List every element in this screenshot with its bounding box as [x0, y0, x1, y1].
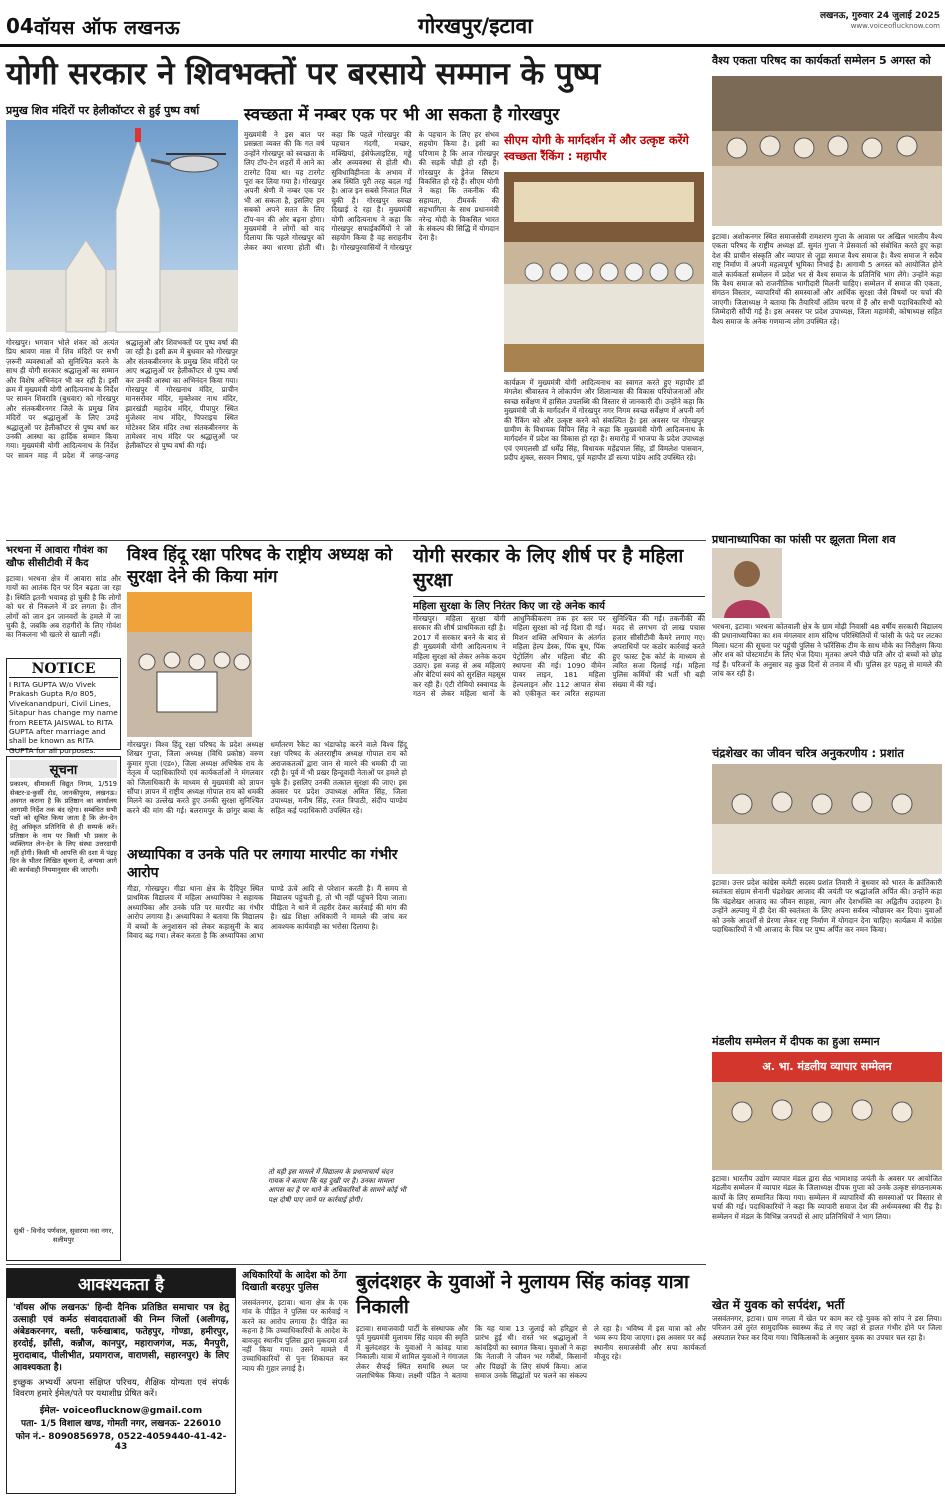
vaishya-body: इटावा। अशोकनगर स्थित समाजसेवी रामशरण गुप्ता के आवास पर अखिल भारतीय वैश्य एकता परिषद के राष्ट्रीय अध्यक्ष डॉ. सुमंत गुप्ता ने प्रेसवार्ता को संबोधित करते हुए कहा देश की प्राचीन संस्कृति और व्यापार से जुड़ा समाज वैश्य समाज है। वैश्य समाज ने सदैव राष्ट्र निर्माण में अपनी महत्वपूर्ण भूमिका निभाई है। आगामी 5 अगस्त को आयोजित होने वाले कार्यकर्ता सम्मेलन में प्रदेश भर से वैश्य समाज के प्रतिनिधि भाग लेंगे। उन्होंने कहा कि वैश्य समाज को राजनीतिक भागीदारी मिलनी चाहिए। सम्मेलन में समाज की एकता, संगठन विस्तार, व्यापारियों की समस्याओं और आर्थिक सुरक्षा जैसे विषयों पर चर्चा की जाएगी। जिलाध्यक्ष ने बताया कि तैयारियाँ अंतिम चरण में हैं और सभी पदाधिकारियों को जिम्मेदारी सौंपी गई है। इस अवसर पर प्रदेश उपाध्यक्ष, जिला महामंत्री, कोषाध्यक्ष सहित वैश्य समाज के अनेक गणमान्य लोग उपस्थित रहे।	[712, 232, 942, 326]
assault-note: तो यही इस मामले में विद्यालय के प्रधानाचार्य चंदन गायक ने बताया कि यह दुखी पर है। उनका मामला आपस का है पर थाने के अधिकारियों के सामने कोई भी पक्ष दोषी पाए जाने पर कार्रवाई होगी।	[268, 1168, 406, 1204]
website: www.voiceoflucknow.com	[850, 22, 940, 30]
story2-photo-caption: कार्यक्रम में मुख्यमंत्री योगी आदित्यनाथ का स्वागत करते हुए महापौर डॉ मंगलेश श्रीवास्तव ने लोकार्पण और शिलान्यास की विकास परियोजनाओं और स्वच्छ सर्वेक्षण में हासिल उपलब्धि की विस्तार से जानकारी दी। उन्होंने कहा कि मुख्यमंत्री जी के मार्गदर्शन में गोरखपुर नगर निगम स्वच्छ सर्वेक्षण में अपनी वर्ग की रैंकिंग को और उत्कृष्ट करने को संकल्पित है। इस अवसर पर गोरखपुर ग्रामीण के विधायक विपिन सिंह ने कहा कि मुख्यमंत्री योगी आदित्यनाथ के मार्गदर्शन में प्रदेश का विकास हो रहा है। समारोह में भाजपा के प्रदेश उपाध्यक्ष एवं एमएलसी डॉ धर्मेंद्र सिंह, विधायक महेंद्रपाल सिंह, डॉ विमलेश पासवान, प्रदीप शुक्ल, सरवन निषाद, पूर्व महापौर डॉ सत्या पांडेय आदि उपस्थित रहे।	[504, 378, 704, 463]
vaishya-headline: वैश्य एकता परिषद का कार्यकर्ता सम्मेलन 5 अगस्त को	[712, 54, 931, 67]
jobs-phone: फोन नं.- 8090856978, 0522-4059440-41-42-43	[15, 1432, 227, 1452]
jobs-title: आवश्यकता है	[7, 1269, 235, 1298]
lead-subhead: प्रमुख शिव मंदिरों पर हेलीकॉप्टर से हुई पुष्प वर्षा	[6, 104, 200, 117]
women-body: गोरखपुर। महिला सुरक्षा योगी सरकार की शीर्ष प्राथमिकता रही है। 2017 में सरकार बनने के बाद से ही मुख्यमंत्री योगी आदित्यनाथ ने महिला सुरक्षा को लेकर अनेक कदम उठाए। इस वजह से अब महिलाएं और बेटियां स्वयं को सुरक्षित महसूस कर रही हैं। एंटी रोमियो स्क्वायड के गठन से लेकर महिला थानों के आधुनिकीकरण तक हर स्तर पर महिला सुरक्षा को नई दिशा दी गई। मिशन शक्ति अभियान के अंतर्गत महिला हेल्प डेस्क, पिंक बूथ, पिंक पेट्रोलिंग और महिला बीट की स्थापना की गई। 1090 वीमेन पावर लाइन, 181 महिला हेल्पलाइन और 112 आपात सेवा को एकीकृत कर त्वरित सहायता सुनिश्चित की गई। तकनीकी की मदद से लगभग दो लाख पचास हजार सीसीटीवी कैमरे लगाए गए। अपराधियों पर कठोर कार्रवाई करते हुए फास्ट ट्रैक कोर्ट के माध्यम से त्वरित सजा दिलाई गई। महिला पुलिस कर्मियों की भर्ती भी बड़ी संख्या में की गई।	[413, 614, 705, 699]
lead-body: गोरखपुर। भगवान भोले शंकर को अत्यंत प्रिय श्रावण मास में शिव मंदिरों पर सभी ज़रूरी व्यवस्थाओं को सुनिश्चित करने के साथ ही योगी सरकार श्रद्धालुओं का सम्मान और विशेष अभिनंदन भी कर रही है। इसी क्रम में मुख्यमंत्री योगी आदित्यनाथ के निर्देश पर सावन शिवरात्रि (बुधवार) को गोरखपुर और संतकबीरनगर जिले के प्रमुख शिव मंदिरों पर श्रद्धालुओं के लिए उमड़े श्रद्धालुओं पर हेलीकॉप्टर से पुष्प वर्षा कर उनकी आस्था का हार्दिक सम्मान किया गया। मुख्यमंत्री योगी आदित्यनाथ के निर्देश पर सावन माह में प्रदेश में जगह-जगह श्रद्धालुओं और शिवभक्तों पर पुष्प वर्षा की जा रही है। इसी क्रम में बुधवार को गोरखपुर और संतकबीरनगर के प्रमुख शिव मंदिरों पर आए श्रद्धालुओं पर हेलीकॉप्टर से पुष्प वर्षा कर उनकी आस्था का अभिनंदन किया गया। गोरखपुर में गोरखनाथ मंदिर, प्राचीन मानसरोवर मंदिर, मुक्तेश्वर नाथ मंदिर, झारखंडी महादेव मंदिर, पीपापुर स्थित मुंजेश्वर नाथ मंदिर, पिपराइच स्थित मोटेश्वर शिव मंदिर तथा संतकबीरनगर के तामेश्वर नाथ मंदिर पर श्रद्धालुओं पर हेलीकॉप्टर से पुष्प वर्षा की गई।	[6, 338, 238, 460]
bhay-headline: भरथना में आवारा गौवंश का खौफ सीसीटीवी में कैद	[6, 545, 108, 569]
jobs-body: 'वॉयस ऑफ लखनऊ' हिन्दी दैनिक प्रतिष्ठित समाचार पत्र हेतु उत्साही एवं कर्मठ संवाददाताओं की निम्न जिलों (अलीगढ़, अंबेडकरनगर, बस्ती, फर्रुखाबाद, फतेहपुर, गोण्डा, हमीरपुर, हरदोई, झाँसी, कन्नौज, कानपुर, महाराजगंज, मऊ, मैनपुरी, मुरादाबाद, पीलीभीत, प्रयागराज, वाराणसी, सहारनपुर) के लिए आवश्यकता है।	[13, 1303, 229, 1373]
death-body: जसवंतनगर, इटावा। ग्राम नगला में खेत पर काम कर रहे युवक को सांप ने डस लिया। परिजन उसे तुरंत सामुदायिक स्वास्थ्य केंद्र ले गए जहां से हालत गंभीर होने पर जिला अस्पताल रेफर कर दिया गया। चिकित्सकों के अनुसार युवक का उपचार चल रहा है।	[712, 1314, 942, 1342]
story2-body: मुख्यमंत्री ने इस बात पर प्रसन्नता व्यक्त की कि गत वर्ष उन्होंने गोरखपुर को स्वच्छता के लिए टॉप-टेन शहरों में आने का टारगेट दिया था। यह टारगेट पूरा कर लिया गया है। गोरखपुर अपनी श्रेणी में नम्बर एक पर भी आ सकता है, इसलिए हम सबको अपने सतत के लिए टॉप-वन की ओर बढ़ना होगा। मुख्यमंत्री ने लोगों को याद दिलाया कि पहले गोरखपुर को लेकर क्या धारणा होती थी। कहा कि पहले गोरखपुर की पहचान गंदगी, मच्छर, मक्खियां, इंसेफेलाइटिस, गड्ढे और अव्यवस्था से होती थी। सुविधाविहीनता के अभाव में अब स्थिति पूरी तरह बदल गई है। आज इन सबसे निजात मिल चुकी है। गोरखपुर स्वच्छ दिखाई दे रहा है। मुख्यमंत्री योगी आदित्यनाथ ने कहा कि गोरखपुर सफाईकर्मियों ने जो सहयोग किया है वह सराहनीय है। गोरखपुरवासियों ने गोरखपुर के पहचान के लिए हर संभव सहयोग किया है। इसी का परिणाम है कि आज गोरखपुर की सड़कें चौड़ी हो रही हैं। गोरखपुर के ड्रेनेज सिस्टम विकसित हो रहे हैं। सीएम योगी ने कहा कि तकनीक की सहायता, टीमवर्क की सहभागिता के साथ प्रधानमंत्री नरेन्द्र मोदी के विकसित भारत के संकल्प की सिद्धि में योगदान देना है।	[244, 130, 499, 252]
notice-title: NOTICE	[9, 661, 118, 678]
vhp-body: गोरखपुर। विश्व हिंदू रक्षा परिषद के प्रदेश अध्यक्ष शिखर गुप्ता, जिला अध्यक्ष (विधि प्रकोष्ठ) वरुण कुमार गुप्ता (एड०), जिला अध्यक्ष अभिषेक राय के नेतृत्व में पदाधिकारियों एवं कार्यकर्ताओं ने मंगलवार को जिलाधिकारी के माध्यम से मुख्यमंत्री को ज्ञापन सौंपा। ज्ञापन में राष्ट्रीय अध्यक्ष गोपाल राय को धमकी मिलने का उल्लेख करते हुए उनकी सुरक्षा सुनिश्चित करने की मांग की गई। बलरामपुर के छांगुर बाबा के धर्मांतरण रैकेट का भंडाफोड़ करने वाले विश्व हिंदू रक्षा परिषद के अंतरराष्ट्रीय अध्यक्ष गोपाल राय को अराजकतत्वों द्वारा जान से मारने की धमकी दी जा रही है। पूर्व में भी प्रखर हिन्दूवादी नेताओं पर हमले हो चुके हैं। इसलिए उनकी तत्काल सुरक्षा की जाए। इस अवसर पर प्रदेश उपाध्यक्ष अमित सिंह, जिला उपाध्यक्ष, मनीष सिंह, रजत त्रिपाठी, संदीप पाण्डेय सहित कई पदाधिकारी उपस्थित रहे।	[127, 740, 407, 815]
story2-headline: स्वच्छता में नम्बर एक पर भी आ सकता है गोरखपुर	[244, 105, 560, 125]
officer-body: जसवंतनगर, इटावा। थाना क्षेत्र के एक गांव के पीड़ित ने पुलिस पर कार्रवाई न करने का आरोप लगाया है। पीड़ित का कहना है कि उच्चाधिकारियों के आदेश के बावजूद स्थानीय पुलिस द्वारा मुकदमा दर्ज नहीं किया गया। उसने मामले में उच्चाधिकारियों से पुनः शिकायत कर न्याय की गुहार लगाई है।	[242, 1298, 348, 1373]
death-headline: खेत में युवक को सर्पदंश, भर्ती	[712, 1298, 845, 1312]
principal-headline: प्रधानाध्यापिका का फांसी पर झूलता मिला शव	[712, 533, 896, 546]
suchna-box	[6, 756, 121, 1261]
deepak-photo-banner: अ. भा. मंडलीय व्यापार सम्मेलन	[762, 1060, 892, 1073]
masthead	[0, 0, 945, 60]
lead-headline: योगी सरकार ने शिवभक्तों पर बरसाये सम्मान के पुष्प	[6, 56, 601, 92]
page-number: 04	[6, 14, 34, 38]
jobs-box	[6, 1268, 236, 1494]
chandra-headline: चंद्रशेखर का जीवन चरित्र अनुकरणीय : प्रशांत	[712, 746, 904, 760]
story2-subhead: सीएम योगी के मार्गदर्शन में और उत्कृष्ट करेंगे स्वच्छता रैंकिंग : महापौर	[504, 133, 689, 163]
vhp-photo	[127, 592, 252, 737]
notice-body: I RITA GUPTA W/o Vivek Prakash Gupta R/o 805, Vivekanandpuri, Civil Lines, Sitapur has change my name from REETA JAISWAL to RITA GUPTA after marriage and shall be known as RITA GUPTA for all purposes.	[9, 680, 118, 755]
kanwar-body: इटावा। समाजवादी पार्टी के संस्थापक और पूर्व मुख्यमंत्री मुलायम सिंह यादव की स्मृति में बुलंदशहर के युवाओं ने कांवड़ यात्रा निकाली। यात्रा में शामिल युवाओं ने गंगाजल लेकर सैफई स्थित समाधि स्थल पर जलाभिषेक किया। लक्ष्मी पंडित ने बताया कि यह यात्रा 13 जुलाई को हरिद्वार से प्रारंभ हुई थी। रास्ते भर श्रद्धालुओं ने कांवड़ियों का स्वागत किया। युवाओं ने कहा कि नेताजी ने जीवन भर गरीबों, किसानों और पिछड़ों के लिए संघर्ष किया। आज समाज उनके सिद्धांतों पर चलने का संकल्प ले रहा है। भविष्य में इस यात्रा को और भव्य रूप दिया जाएगा। इस अवसर पर कई स्थानीय समाजसेवी और सपा कार्यकर्ता मौजूद रहे।	[356, 1324, 706, 1381]
notice-box	[6, 658, 121, 755]
masthead-rule	[0, 44, 945, 47]
jobs-address: पता- 1/5 विशाल खण्ड, गोमती नगर, लखनऊ- 226010	[20, 1419, 222, 1429]
jobs-email: ईमेल- voiceoflucknow@gmail.com	[39, 1406, 203, 1416]
suchna-sign: सुश्री - विनोद पर्णवाल, सुवारमा नवा नगर, सलीमपुर	[13, 1227, 114, 1244]
principal-body: भरथना, इटावा। भरथना कोतवाली क्षेत्र के ग्राम मोढ़ी निवासी 48 वर्षीय सरकारी विद्यालय की प्रधानाध्यापिका का शव मंगलवार शाम संदिग्ध परिस्थितियों में फांसी के फंदे पर लटका मिला। घटना की सूचना पर पहुंची पुलिस ने फॉरेंसिक टीम के साथ मौके का निरीक्षण किया और शव को पोस्टमार्टम के लिए भेज दिया। मृतका अपने पीछे पति और दो बच्चों को छोड़ गई हैं। परिजनों के अनुसार वह कुछ दिनों से तनाव में थीं। पुलिस हर पहलू से मामले की जांच कर रही है।	[712, 622, 942, 679]
helicopter-photo	[6, 120, 238, 332]
bhay-body: इटावा। भरथना क्षेत्र में आवारा सांड और गायों का आतंक दिन पर दिन बढ़ता जा रहा है। स्थिति इतनी भयावह हो चुकी है कि लोगों को घर से निकलने में डर लगता है। तीन लोगों को जान इन जानवरों के हमले में जा चुकी है, जबकि अब राहगीरों के लिए गोवंश का निकलना भी खतरे से खाली नहीं।	[6, 574, 121, 640]
issue-date: लखनऊ, गुरुवार 24 जुलाई 2025	[819, 11, 940, 21]
vaishya-photo	[712, 76, 942, 226]
rule-bottom	[6, 1264, 706, 1265]
chandra-photo	[712, 764, 942, 874]
vhp-headline: विश्व हिंदू रक्षा परिषद के राष्ट्रीय अध्यक्ष को सुरक्षा देने की किया मांग	[127, 545, 393, 587]
deepak-headline: मंडलीय सम्मेलन में दीपक का हुआ सम्मान	[712, 1035, 880, 1048]
rule-mid-1	[6, 540, 706, 541]
assault-body: गीडा, गोरखपुर। गीडा थाना क्षेत्र के दैदिपुर स्थित प्राथमिक विद्यालय में महिला अध्यापिका ने सहायक अध्यापिका और उनके पति पर मारपीट का गंभीर आरोप लगाया है। अध्यापिका ने बताया कि विद्यालय में बच्चों के अनुशासन को लेकर कहासुनी के बाद विवाद बढ़ गया। लेकर करता है कि अध्यापिका आभा पाण्डे ऊंचे आदि से परेशान करती है। मैं समय से विद्यालय पहुंचती हूं, तो भी नहीं पहुंचने दिया जाता। पीड़िता ने थाने में तहरीर देकर कार्रवाई की मांग की है। खंड शिक्षा अधिकारी ने मामले की जांच कर आवश्यक कार्यवाही का भरोसा दिलाया है।	[127, 884, 407, 941]
section-city: गोरखपुर/इटावा	[418, 13, 533, 38]
brand-logo: वॉयस ऑफ लखनऊ	[34, 17, 181, 39]
women-headline: योगी सरकार के लिए शीर्ष पर है महिला सुरक्षा	[413, 545, 684, 591]
chandra-body: इटावा। उत्तर प्रदेश कांग्रेस कमेटी सदस्य प्रशांत तिवारी ने बुधवार को भारत के क्रांतिकारी स्वतंत्रता संग्राम सेनानी चंद्रशेखर आजाद की जयंती पर श्रद्धांजलि अर्पित की। उन्होंने कहा कि चंद्रशेखर आजाद का जीवन साहस, त्याग और देशभक्ति का अद्वितीय उदाहरण है। उन्होंने अल्पायु में ही देश की स्वतंत्रता के लिए अपना सर्वस्व न्यौछावर कर दिया। युवाओं को उनके आदर्शों से प्रेरणा लेकर राष्ट्र निर्माण में योगदान देना चाहिए। कार्यक्रम में कांग्रेस पदाधिकारियों ने भी आजाद के चित्र पर पुष्प अर्पित कर नमन किया।	[712, 878, 942, 935]
suchna-body: प्रकाश्य, सीमावर्ती विद्युत निगम, 1/519 सेक्टर-ड-कुर्सी रोड, जानकीपुरम, लखनऊ। अवगत कराना है कि प्रतिष्ठान का कार्यालय आगामी निर्देश तक बंद रहेगा। सम्बंधित सभी पक्षों को सूचित किया जाता है कि लेन-देन हेतु अधिकृत प्रतिनिधि से ही सम्पर्क करें। प्रतिष्ठान के नाम पर किसी भी प्रकार के व्यक्तिगत लेन-देन के लिए संस्था उत्तरदायी नहीं होगी। किसी भी आपत्ति की दशा में पंद्रह दिन के भीतर लिखित सूचना दें, अन्यथा आगे की कार्यवाही नियमानुसार की जाएगी।	[10, 780, 117, 874]
deepak-body: इटावा। भारतीय उद्योग व्यापार मंडल द्वारा सेठ भामाशाह जयंती के अवसर पर आयोजित मंडलीय सम्मेलन में व्यापार मंडल के जिलाध्यक्ष दीपक गुप्ता को उनके उत्कृष्ट संगठनात्मक कार्यों के लिए सम्मानित किया गया। सम्मेलन में व्यापारियों की समस्याओं पर विस्तार से चर्चा की गई। पदाधिकारियों ने कहा कि व्यापारी समाज देश की अर्थव्यवस्था की रीढ़ है। सम्मेलन में मंडल के विभिन्न जनपदों से आए प्रतिनिधियों ने भाग लिया।	[712, 1174, 942, 1221]
officer-headline: अधिकारियों के आदेश को ठेंगा दिखाती बरहपुर पुलिस	[242, 1270, 347, 1293]
jobs-body2: इच्छुक अभ्यर्थी अपना संक्षिप्त परिचय, शैक्षिक योग्यता एवं संपर्क विवरण हमारे ईमेल/पते पर यथाशीघ्र प्रेषित करें।	[13, 1378, 229, 1399]
suchna-title: सूचना	[10, 760, 117, 778]
principal-photo	[712, 548, 782, 618]
cm-event-photo	[504, 172, 704, 372]
assault-headline: अध्यापिका व उनके पति पर लगाया मारपीट का गंभीर आरोप	[127, 847, 398, 881]
deepak-photo	[712, 1052, 942, 1170]
women-subhead: महिला सुरक्षा के लिए निरंतर किए जा रहे अनेक कार्य	[413, 596, 705, 614]
kanwar-headline: बुलंदशहर के युवाओं ने मुलायम सिंह कांवड़ यात्रा निकाली	[356, 1271, 689, 1318]
